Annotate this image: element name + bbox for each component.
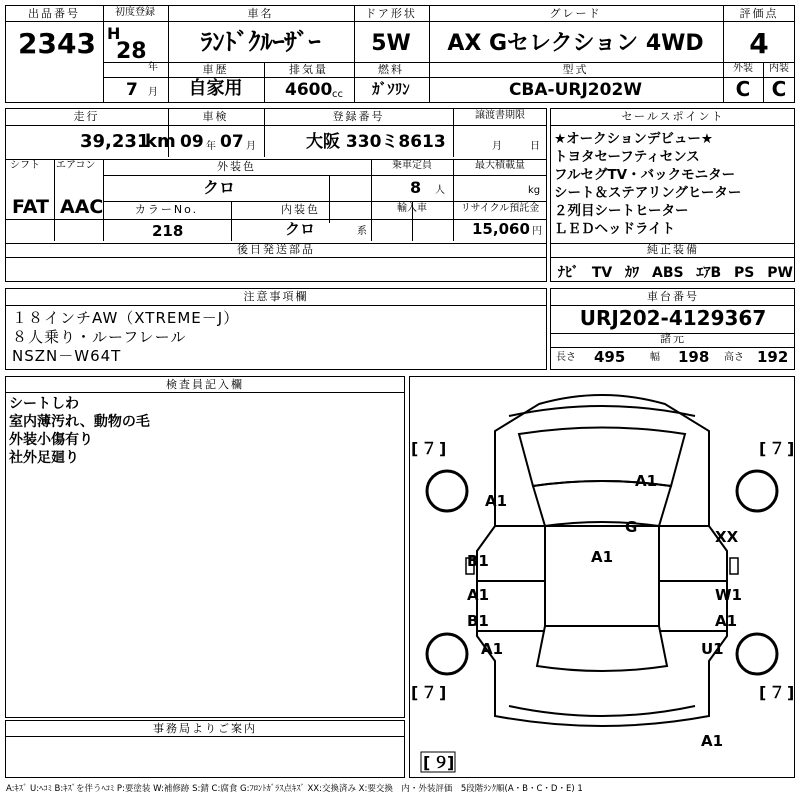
sales-point-item: ★オークションデビュー★ <box>554 131 713 147</box>
capacity-label: 乗車定員 <box>392 160 432 171</box>
spare-mark-close: ] <box>447 753 455 772</box>
sales-points-list <box>554 130 741 238</box>
tire-mark-front-left-value: ７ <box>421 439 438 458</box>
shift: FAT <box>12 196 49 218</box>
exterior-grade: C <box>735 77 751 101</box>
damage-left-rear-door-a: A1 <box>467 586 490 604</box>
equipment-item: TV <box>591 265 613 281</box>
displacement-label: 排気量 <box>289 63 328 76</box>
height-label: 高さ <box>724 352 744 363</box>
sales-point-item: ２列目シートヒーター <box>554 203 689 219</box>
door-label: ドア形状 <box>365 7 417 20</box>
tire-mark-rear-left-close: ] <box>439 683 447 702</box>
roof <box>545 526 659 626</box>
width-label: 幅 <box>650 352 660 363</box>
registration-month: 7 <box>126 80 138 100</box>
damage-roof: A1 <box>591 548 614 566</box>
score-label: 評価点 <box>739 7 779 20</box>
grade: AX Gセレクション 4WD <box>447 31 704 56</box>
interior-label: 内装 <box>769 63 789 74</box>
length-label: 長さ <box>556 352 576 363</box>
fuel: ｶﾞｿﾘﾝ <box>372 80 410 98</box>
inspector-line: 社外足廻り <box>9 450 79 466</box>
car-name-label: 車名 <box>247 7 274 20</box>
inspection-year-unit: 年 <box>206 141 216 152</box>
note-line: NSZN－W64T <box>12 347 122 365</box>
spare-mark-value: ９ <box>433 753 450 772</box>
color-number-label: カラーNo. <box>134 203 199 216</box>
capacity: 8 <box>410 178 422 197</box>
shift-label: シフト <box>10 160 40 171</box>
car-diagram <box>409 376 795 778</box>
tire-front-left <box>427 471 467 511</box>
capacity-unit: 人 <box>435 185 445 196</box>
inspection-year: 09 <box>180 132 204 152</box>
recycle-label: リサイクル預託金 <box>460 203 540 214</box>
tire-mark-rear-left-value: ７ <box>421 683 438 702</box>
score: 4 <box>749 27 769 60</box>
inspection-month: 07 <box>220 132 244 152</box>
inspection-label: 車検 <box>202 110 229 123</box>
chassis-number: URJ202-4129367 <box>579 306 767 330</box>
recycle-unit: 円 <box>532 226 542 237</box>
damage-left-fender: A1 <box>485 492 508 510</box>
note-line: １８インチAW（XTREME－J） <box>12 309 240 327</box>
notes-lines <box>12 309 239 366</box>
spare-mark: [ <box>423 753 431 772</box>
mileage: 39,231 <box>80 131 150 152</box>
equipment-item: ｴｱB <box>696 265 722 281</box>
hood-outline <box>519 428 685 487</box>
interior-color: クロ <box>285 220 316 238</box>
month-unit: 月 <box>148 87 158 98</box>
grade-label: グレード <box>549 7 602 20</box>
rear-bumper <box>509 706 695 716</box>
inspector-line: シートしわ <box>9 396 79 412</box>
exterior-label: 外装 <box>733 63 753 74</box>
era-letter: H <box>107 24 121 43</box>
interior-color-label: 内装色 <box>281 203 320 216</box>
equipment-item: PS <box>734 265 755 281</box>
displacement: 4600 <box>285 80 333 100</box>
sales-points-label: セールスポイント <box>621 110 725 123</box>
registration-label: 登録番号 <box>332 110 385 123</box>
tire-mark-front-right-value: ７ <box>769 439 786 458</box>
equipment-list <box>558 262 793 282</box>
damage-left-rear-door-b: B1 <box>467 612 489 630</box>
damage-right-front-door: XX <box>715 528 739 546</box>
equipment-item: ｶﾜ <box>625 265 640 281</box>
aircon-label: エアコン <box>56 160 96 171</box>
tire-mark-front-left-close: ] <box>439 439 447 458</box>
tire-mark-front-right-close: ] <box>787 439 795 458</box>
damage-left-rear-fender: A1 <box>481 640 504 658</box>
interior-color-unit: 系 <box>357 226 367 237</box>
door-type: 5W <box>371 31 411 56</box>
recycle-fee: 15,060 <box>472 220 530 238</box>
tire-mark-rear-right-value: ７ <box>769 683 786 702</box>
displacement-unit: cc <box>332 89 343 100</box>
color-label: 外装色 <box>217 160 256 173</box>
tire-mark-rear-right-close: ] <box>787 683 795 702</box>
tire-mark-front-right: [ <box>759 439 767 458</box>
tire-rear-left <box>427 634 467 674</box>
aircon: AAC <box>60 196 104 218</box>
interior-grade: C <box>771 77 787 101</box>
inspector-label: 検査員記入欄 <box>166 378 244 391</box>
specs-label: 諸元 <box>660 332 686 345</box>
damage-windshield: G <box>625 518 638 536</box>
exterior-color: クロ <box>203 178 236 197</box>
year-unit: 年 <box>148 62 158 73</box>
tire-rear-right <box>737 634 777 674</box>
note-line: ８人乗り・ルーフレール <box>12 328 187 346</box>
import-label: 輸入車 <box>397 203 427 214</box>
mileage-unit: km <box>145 131 176 152</box>
inspector-line: 外装小傷有り <box>9 432 93 448</box>
color-number: 218 <box>152 222 184 240</box>
damage-hood: A1 <box>635 472 658 490</box>
notes-label: 注意事項欄 <box>243 290 309 303</box>
height: 192 <box>757 348 789 366</box>
damage-rear-bumper: A1 <box>701 732 724 750</box>
model-label: 型式 <box>562 63 589 76</box>
mirror-right <box>730 558 738 574</box>
equipment-item: ﾅﾋﾞ <box>558 265 579 281</box>
sales-point-item: ＬＥＤヘッドライト <box>554 221 676 237</box>
transfer-label: 譲渡書期限 <box>475 110 525 121</box>
transfer-day-unit: 日 <box>530 141 540 152</box>
transfer-month-unit: 月 <box>492 141 502 152</box>
equipment-label: 純正装備 <box>647 243 699 256</box>
legend-text: A:ｷｽﾞ U:ﾍｺﾐ B:ｷｽﾞを伴うﾍｺﾐ P:要塗装 W:補修跡 S:錆 C:腐食 G:ﾌﾛﾝﾄｶﾞﾗｽ点ｷｽﾞ XX:交換済み X:要交換 内・外装評価 5段階ﾗﾝｸ順(A・B・C・D・E) 1 <box>6 784 583 794</box>
sales-point-item: シート＆ステアリングヒーター <box>554 185 742 201</box>
equipment-item: ABS <box>652 265 684 281</box>
registration-number: 大阪 330ミ8613 <box>306 132 446 152</box>
sales-point-item: トヨタセーフティセンス <box>554 149 700 165</box>
damage-right-rear-door-a: W1 <box>715 586 742 604</box>
later-parts-label: 後日発送部品 <box>237 243 315 256</box>
inspector-line: 室内薄汚れ、動物の毛 <box>9 414 150 430</box>
inspection-month-unit: 月 <box>246 141 256 152</box>
tire-mark-front-left: [ <box>411 439 419 458</box>
sales-point-item: フルセグTV・バックモニター <box>554 167 736 183</box>
history: 自家用 <box>188 78 243 99</box>
equipment-item: PW <box>767 265 793 281</box>
car-name: ﾗﾝﾄﾞｸﾙｰｻﾞｰ <box>200 28 321 56</box>
inspector-lines <box>9 395 150 467</box>
damage-right-rear-door-b: A1 <box>715 612 738 630</box>
fuel-label: 燃料 <box>378 63 404 76</box>
lot-number: 2343 <box>18 27 96 60</box>
model-code: CBA-URJ202W <box>508 80 643 100</box>
tire-mark-rear-left: [ <box>411 683 419 702</box>
tire-front-right <box>737 471 777 511</box>
damage-left-front-door: B1 <box>467 552 489 570</box>
damage-right-rear-fender: U1 <box>701 640 724 658</box>
chassis-label: 車台番号 <box>647 290 699 303</box>
rear-glass <box>537 626 667 671</box>
length: 495 <box>594 348 626 366</box>
load-label: 最大積載量 <box>475 160 525 171</box>
tire-mark-rear-right: [ <box>759 683 767 702</box>
history-label: 車歴 <box>202 63 229 76</box>
width: 198 <box>678 348 710 366</box>
registration-year: 28 <box>116 39 147 64</box>
lot-label: 出品番号 <box>28 7 80 20</box>
front-bumper <box>509 406 695 416</box>
mileage-label: 走行 <box>73 110 100 123</box>
office-label: 事務局よりご案内 <box>153 722 257 735</box>
first-registration-label: 初度登録 <box>115 7 155 18</box>
load-unit: kg <box>528 185 541 196</box>
